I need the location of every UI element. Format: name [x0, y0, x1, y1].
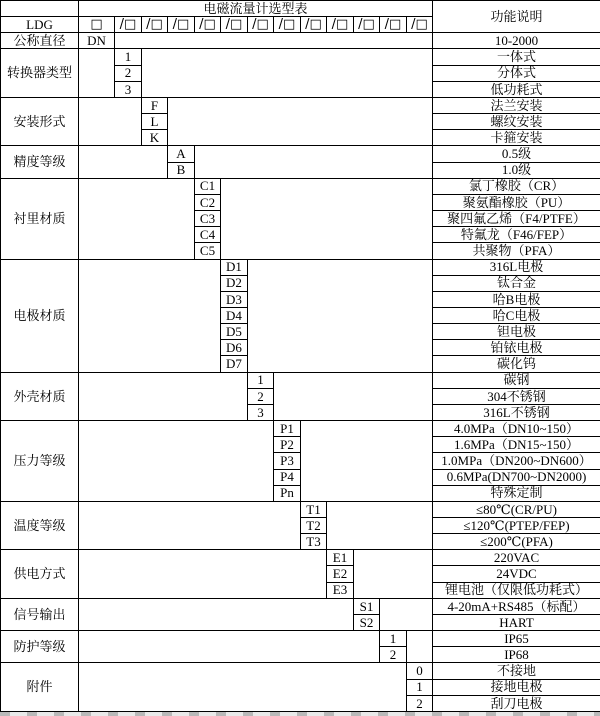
option-code: 1: [115, 49, 142, 65]
option-description: IP68: [433, 647, 600, 663]
option-code: T2: [301, 518, 327, 534]
option-description: 特氟龙（F46/FEP）: [433, 227, 600, 243]
spacer-cell: [79, 421, 274, 502]
category-label: 精度等级: [1, 146, 79, 178]
spacer-cell: [195, 146, 433, 178]
option-code: E1: [327, 550, 354, 566]
spacer-cell: [221, 178, 433, 259]
category-label: 供电方式: [1, 550, 79, 598]
code-slot-icon: /□: [327, 17, 354, 33]
option-description: 0.6MPa(DN700~DN2000): [433, 469, 600, 485]
spacer-cell: [79, 501, 301, 549]
code-slot-icon: /□: [142, 17, 168, 33]
spacer-cell: [79, 259, 221, 372]
option-code: 0: [407, 663, 433, 679]
option-description: 哈C电极: [433, 307, 600, 323]
option-description: 哈B电极: [433, 291, 600, 307]
option-code: T1: [301, 501, 327, 517]
option-description: 4-20mA+RS485（标配）: [433, 598, 600, 614]
option-code: C3: [195, 211, 221, 227]
category-label: 安装形式: [1, 97, 79, 145]
option-description: 4.0MPa（DN10~150）: [433, 421, 600, 437]
code-slot-icon: /□: [221, 17, 248, 33]
option-description: 低功耗式: [433, 81, 600, 97]
option-description: 共聚物（PFA）: [433, 243, 600, 259]
option-code: L: [142, 114, 168, 130]
corner-cell: [1, 1, 79, 17]
spacer-cell: [79, 178, 195, 259]
option-description: 锂电池（仅限低功耗式）: [433, 582, 600, 598]
option-description: 钽电极: [433, 324, 600, 340]
option-code: B: [168, 162, 195, 178]
option-code: T3: [301, 534, 327, 550]
option-description: 1.0级: [433, 162, 600, 178]
code-slot-icon: /□: [248, 17, 274, 33]
option-code: D2: [221, 275, 248, 291]
option-code: 2: [115, 65, 142, 81]
code-slot-icon: /□: [168, 17, 195, 33]
code-slot-icon: /□: [380, 17, 407, 33]
category-label: 附件: [1, 663, 79, 712]
option-code: C5: [195, 243, 221, 259]
model-prefix: LDG: [1, 17, 79, 33]
cropped-next-row-strip: [0, 712, 600, 716]
option-code: P4: [274, 469, 301, 485]
function-column-header: 功能说明: [433, 1, 600, 33]
option-code: D6: [221, 340, 248, 356]
table-title: 电磁流量计选型表: [79, 1, 433, 17]
option-description: 碳钢: [433, 372, 600, 388]
option-description: 220VAC: [433, 550, 600, 566]
option-description: IP65: [433, 631, 600, 647]
category-label: 转换器类型: [1, 49, 79, 97]
option-description: 1.0MPa（DN200~DN600）: [433, 453, 600, 469]
option-description: 聚四氟乙烯（F4/PTFE）: [433, 211, 600, 227]
option-code: F: [142, 97, 168, 113]
option-description: 1.6MPa（DN15~150）: [433, 437, 600, 453]
option-description: 304不锈钢: [433, 388, 600, 404]
option-description: ≤200℃(PFA): [433, 534, 600, 550]
code-box-icon: □: [79, 17, 115, 33]
spacer-cell: [168, 97, 433, 145]
option-code: P3: [274, 453, 301, 469]
category-label: 外壳材质: [1, 372, 79, 420]
option-description: 接地电极: [433, 679, 600, 695]
option-description: 刮刀电极: [433, 695, 600, 711]
option-description: 钛合金: [433, 275, 600, 291]
option-description: HART: [433, 614, 600, 630]
option-description: ≤120℃(PTEP/FEP): [433, 518, 600, 534]
option-code: K: [142, 130, 168, 146]
option-description: 特殊定制: [433, 485, 600, 501]
option-code: 1: [248, 372, 274, 388]
code-slot-icon: /□: [115, 17, 142, 33]
option-code: D1: [221, 259, 248, 275]
option-code: C2: [195, 194, 221, 210]
option-description: 氯丁橡胶（CR）: [433, 178, 600, 194]
option-description: 316L不锈钢: [433, 404, 600, 420]
category-label: 信号输出: [1, 598, 79, 630]
option-code: P1: [274, 421, 301, 437]
option-description: 316L电极: [433, 259, 600, 275]
spacer-cell: [274, 372, 433, 420]
option-description: 不接地: [433, 663, 600, 679]
option-code: 1: [407, 679, 433, 695]
option-code: E3: [327, 582, 354, 598]
option-code: D7: [221, 356, 248, 372]
spacer-cell: [142, 49, 433, 97]
code-slot-icon: /□: [301, 17, 327, 33]
spacer-cell: [79, 372, 248, 420]
category-label: 压力等级: [1, 421, 79, 502]
category-label: 温度等级: [1, 501, 79, 549]
code-slot-icon: /□: [274, 17, 301, 33]
spacer-cell: [79, 97, 142, 145]
spacer-cell: [407, 631, 433, 663]
option-code: 2: [407, 695, 433, 711]
category-label: 公称直径: [1, 33, 79, 49]
spacer-cell: [79, 49, 115, 97]
option-code: 3: [248, 404, 274, 420]
option-description: 聚氨酯橡胶（PU）: [433, 194, 600, 210]
spacer-cell: [79, 631, 380, 663]
spacer-cell: [380, 598, 433, 630]
option-code: 2: [248, 388, 274, 404]
category-label: 防护等级: [1, 631, 79, 663]
spacer-cell: [79, 598, 354, 630]
spacer-cell: [301, 421, 433, 502]
spacer-cell: [79, 663, 407, 712]
option-code: DN: [79, 33, 115, 49]
option-description: 一体式: [433, 49, 600, 65]
option-description: 0.5级: [433, 146, 600, 162]
code-slot-icon: /□: [407, 17, 433, 33]
option-description: 碳化钨: [433, 356, 600, 372]
option-code: 1: [380, 631, 407, 647]
code-slot-icon: /□: [195, 17, 221, 33]
option-description: 螺纹安装: [433, 114, 600, 130]
spacer-cell: [248, 259, 433, 372]
option-code: D4: [221, 307, 248, 323]
spacer-cell: [79, 550, 327, 598]
option-description: 10-2000: [433, 33, 600, 49]
option-code: S1: [354, 598, 380, 614]
spacer-cell: [327, 501, 433, 549]
spacer-cell: [354, 550, 433, 598]
spacer-cell: [79, 146, 168, 178]
category-label: 电极材质: [1, 259, 79, 372]
option-description: 24VDC: [433, 566, 600, 582]
option-code: C4: [195, 227, 221, 243]
option-description: 法兰安装: [433, 97, 600, 113]
option-code: D5: [221, 324, 248, 340]
option-code: 2: [380, 647, 407, 663]
option-code: C1: [195, 178, 221, 194]
category-label: 衬里材质: [1, 178, 79, 259]
option-description: 铂铱电极: [433, 340, 600, 356]
option-code: P2: [274, 437, 301, 453]
option-code: E2: [327, 566, 354, 582]
option-code: Pn: [274, 485, 301, 501]
option-description: ≤80℃(CR/PU): [433, 501, 600, 517]
spacer-cell: [115, 33, 433, 49]
option-code: A: [168, 146, 195, 162]
option-code: D3: [221, 291, 248, 307]
option-code: 3: [115, 81, 142, 97]
option-description: 分体式: [433, 65, 600, 81]
code-slot-icon: /□: [354, 17, 380, 33]
option-code: S2: [354, 614, 380, 630]
option-description: 卡箍安装: [433, 130, 600, 146]
